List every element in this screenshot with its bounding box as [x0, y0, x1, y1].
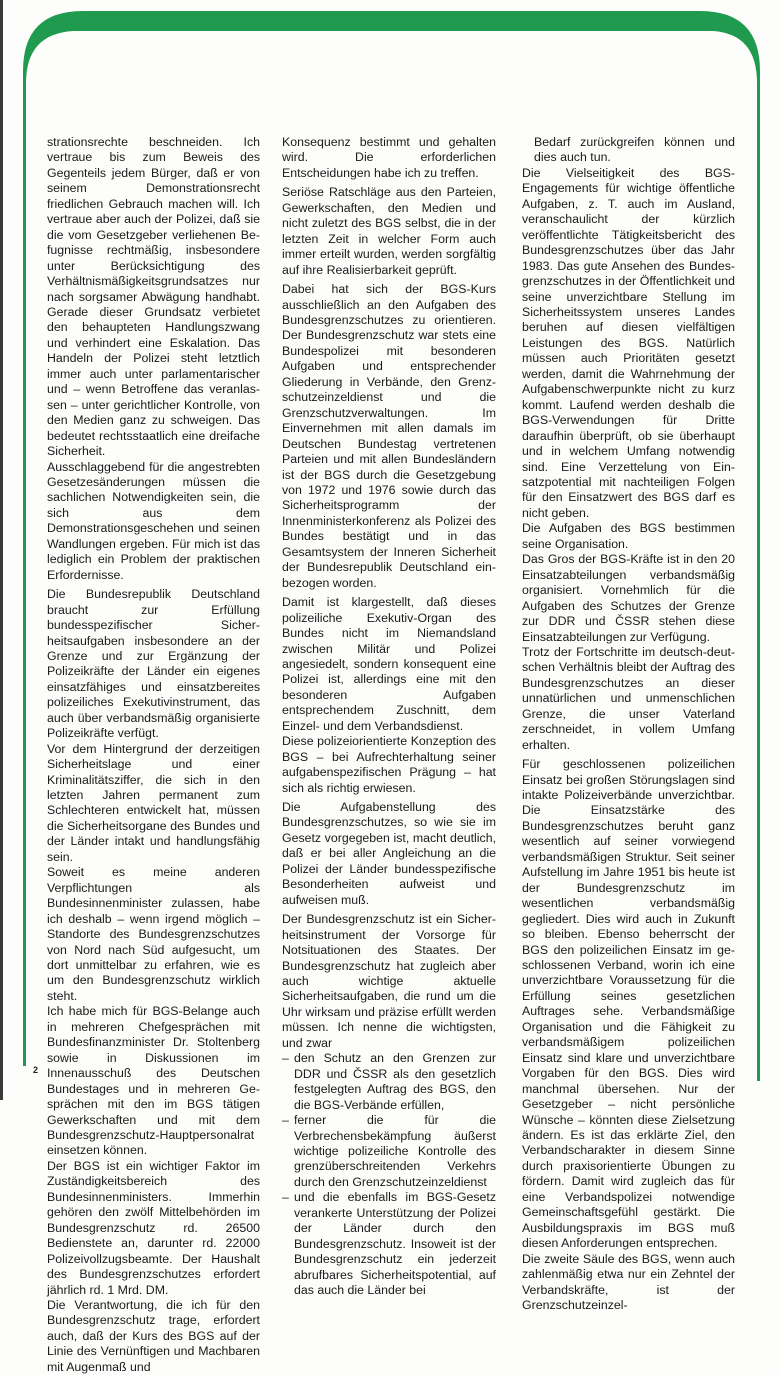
bullet-text: den Schutz an den Grenzen zur DDR und ČSSR als den gesetzlich festgelegten Auftrag des BGS, den die BGS-Verbände erfüllen,: [294, 1051, 496, 1112]
scan-edge: [0, 0, 3, 1100]
paragraph: Die Aufgabenstellung des Bundesgrenzschutzes, so wie sie im Gesetz vorgegeben ist, macht deutlich, daß er bei aller Angleichung an die Polizei der Länder bundesspezifische Besonderheiten aufweist und aufweisen muß.: [282, 800, 496, 907]
bullet-item: [282, 1051, 496, 1113]
bullet-dash: –: [282, 1190, 289, 1205]
bullet-dash: –: [282, 1113, 289, 1128]
paragraph: Der BGS ist ein wichtiger Faktor im Zuständigkeitsbereich des Bundesinnenministers. Immerhin gehören den zwölf Mittelbehörden im Bundesgrenzschutz rd. 26500 Bedienstete an, darunter rd. 22000 Polizeivollzugsbeamte. Der Haushalt des Bundesgrenzschutzes erfordert jährlich rd. 1 Mrd. DM.: [47, 1158, 260, 1297]
paragraph: Die zweite Säule des BGS, wenn auch zahlenmäßig etwa nur ein Zehntel der Verbandskräfte, ist der Grenzschutzeinzel-: [522, 1251, 735, 1312]
text-column-right: [522, 135, 735, 1313]
paragraph: Vor dem Hintergrund der derzeitigen Sicherheitslage und einer Kriminalitätsziffer, die sich in den letzten Jahren permanent zum Schlechteren entwickelt hat, müssen die Sicherheitsorgane des Bundes und der Länder intakt und handlungsfähig sein.: [47, 741, 260, 864]
paragraph: Ausschlaggebend für die angestrebten Gesetzesänderungen müssen die sachlichen Notwendigkeiten sein, die sich aus dem Demonstrationsgeschehen und seinen Wandlungen ergeben. Für mich ist das lediglich ein Problem der praktischen Erfordernisse.: [47, 459, 260, 582]
text-column-left: [47, 135, 260, 1375]
paragraph: strationsrechte beschneiden. Ich vertraue bis zum Beweis des Gegenteils jedem Bürger, daß er von seinem Demonstrationsrecht friedlichen Gebrauch machen will. Ich vertraue aber auch der Polizei, daß sie die vom Gesetzgeber verliehenen Befugnisse rechtmäßig, insbesondere unter Berücksichtigung des Verhältnismäßigkeitsgrundsatzes nur nach sorgsamer Abwägung handhabt. Gerade dieser Grundsatz verbietet den behaupteten Handlungszwang und verhindert eine Eskalation. Das Handeln der Polizei steht letztlich immer auch unter parlamentarischer und – wenn Betroffene das veranlassen – unter gerichtlicher Kontrolle, von den Medien ganz zu schweigen. Das bedeutet rechtsstaatlich eine dreifache Sicherheit.: [47, 135, 260, 459]
paragraph: Für geschlossenen polizeilichen Einsatz bei großen Störungslagen sind intakte Polizeiverbände unverzichtbar. Die Einsatzstärke des Bundesgrenzschutzes beruht ganz wesentlich auf seiner vorwiegend verbandsmäßigen Struktur. Seit seiner Aufstellung im Jahre 1951 bis heute ist der Bundesgrenzschutz im wesentlichen verbandsmäßig gegliedert. Dies wird auch in Zukunft so bleiben. Ebenso beherrscht der BGS den polizeilichen Einsatz im geschlossenen Verband, worin ich eine unverzichtbare Voraussetzung für die Erfüllung seines gesetzlichen Auftrages sehe. Verbandsmäßige Organisation und die Fähigkeit zu verbandsmäßigem polizeilichen Einsatz sind klare und unverzichtbare Vorgaben für den BGS. Dies wird manchmal übersehen. Nur der Gesetzgeber – nicht persönliche Wünsche – könnten diese Zielsetzung ändern. Es ist das erklärte Ziel, den Verbandscharakter in diesem Sinne durch praxisorientierte Übungen zu fördern. Damit wird zugleich das für eine Verbandspolizei notwendige Gemeinschaftsgefühl gestärkt. Die Ausbildungspraxis im BGS muß diesen Anforderungen entsprechen.: [522, 757, 735, 1251]
paragraph: Soweit es meine anderen Verpflichtungen als Bundesinnenminister zulassen, habe ich deshalb – wenn irgend möglich – Standorte des Bundesgrenzschutzes von Nord nach Süd aufgesucht, um dort unmittelbar zu erfahren, wie es um den Bundesgrenzschutz wirklich steht.: [47, 865, 260, 1003]
paragraph: Diese polizeiorientierte Konzeption des BGS – bei Aufrechterhaltung seiner aufgabenspezifischen Prägung – hat sich als richtig erwiesen.: [282, 734, 496, 795]
paragraph: Damit ist klargestellt, daß dieses polizeiliche Exekutiv-Organ des Bundes nicht im Niemandsland zwischen Militär und Polizei angesiedelt, sondern konsequent eine Polizei ist, allerdings eine mit den besonderen Aufgaben entsprechendem Zuschnitt, dem Einzel- und dem Verbandsdienst.: [282, 595, 496, 733]
paragraph: Der Bundesgrenzschutz ist ein Sicherheitsinstrument der Vorsorge für Notsituationen des Staates. Der Bundesgrenzschutz hat zugleich aber auch wichtige aktuelle Sicherheitsaufgaben, die rund um die Uhr wirksam und präzise erfüllt werden müssen. Ich nenne die wichtigsten, und zwar: [282, 912, 496, 1050]
page-number: 2: [33, 1065, 39, 1075]
paragraph: Seriöse Ratschläge aus den Parteien, Gewerkschaften, den Medien und nicht zuletzt des BGS selbst, die in der letzten Zeit in welcher Form auch immer erteilt wurden, werden sorgfältig auf ihre Realisierbarkeit geprüft.: [282, 185, 496, 277]
paragraph: Das Gros der BGS-Kräfte ist in den 20 Einsatzabteilungen verbandsmäßig organisiert. Vornehmlich für die Aufgaben des Schutzes der Grenze zur DDR und ČSSR stehen diese Einsatzabteilungen zur Verfügung.: [522, 552, 735, 644]
paragraph: Die Verantwortung, die ich für den Bundesgrenzschutz trage, erfordert auch, daß der Kurs des BGS auf der Linie des Vernünftigen und Machbaren mit Augenmaß und: [47, 1297, 260, 1374]
text-column-middle: [282, 135, 496, 1299]
bullet-item: [282, 1190, 496, 1298]
bullet-text: ferner die für die Verbrechensbekämpfung äußerst wichtige polizeiliche Kontrolle des grenzüberschreitenden Verkehrs durch den Grenzschutzeinzeldienst: [294, 1113, 496, 1189]
bullet-item: [282, 1113, 496, 1190]
paragraph: Ich habe mich für BGS-Belange auch in mehreren Chefgesprächen mit Bundesfinanzminister Dr. Stoltenberg sowie in Diskussionen im Innenausschuß des Deutschen Bundestages und in mehreren Gesprächen mit den im BGS tätigen Gewerkschaften und mit dem Bundesgrenzschutz-Hauptpersonalrat einsetzen können.: [47, 1004, 260, 1158]
paragraph: Die Aufgaben des BGS bestimmen seine Organisation.: [522, 521, 735, 551]
paragraph: Konsequenz bestimmt und gehalten wird. Die erforderlichen Entscheidungen habe ich zu treffen.: [282, 135, 496, 180]
paragraph: Trotz der Fortschritte im deutsch-deutschen Verhältnis bleibt der Auftrag des Bundesgrenzschutzes an dieser unnatürlichen und unmenschlichen Grenze, die unser Vaterland zerschneidet, in vollem Umfang erhalten.: [522, 644, 735, 752]
paragraph: Die Bundesrepublik Deutschland braucht zur Erfüllung bundesspezifischer Sicherheitsaufgaben insbesondere an der Grenze und zur Ergänzung der Polizeikräfte der Länder ein eigenes einsatzfähiges und einsatzbereites polizeiliches Exekutivinstrument, das auch über verbandsmäßig organisierte Polizeikräfte verfügt.: [47, 587, 260, 741]
bullet-text: und die ebenfalls im BGS-Gesetz verankerte Unterstützung der Polizei der Länder durch den Bundesgrenzschutz. Insoweit ist der Bundesgrenzschutz ein jederzeit abrufbares Sicherheitspotential, auf das auch die Länder bei: [294, 1190, 496, 1298]
bullet-dash: –: [282, 1051, 289, 1066]
paragraph: Dabei hat sich der BGS-Kurs ausschließlich an den Aufgaben des Bundesgrenzschutzes zu orientieren. Der Bundesgrenzschutz war stets eine Bundespolizei mit besonderen Aufgaben und entsprechender Gliederung in Verbände, den Grenzschutzeinzeldienst und die Grenzschutzverwaltungen. Im Einvernehmen mit allen damals im Deutschen Bundestag vertretenen Parteien und mit allen Bundesländern ist der BGS durch die Gesetzgebung von 1972 und 1976 sowie durch das Sicherheitsprogramm der Innenministerkonferenz als Polizei des Bundes bestätigt und in das Gesamtsystem der Inneren Sicherheit der Bundesrepublik Deutschland einbezogen worden.: [282, 282, 496, 590]
bullet-continuation: Bedarf zurückgreifen können und dies auch tun.: [534, 135, 735, 165]
paragraph: Die Vielseitigkeit des BGS-Engagements für wichtige öffentliche Aufgaben, z. T. auch im Ausland, veranschaulicht der kürzlich veröffentlichte Tätigkeitsbericht des Bundesgrenzschutzes über das Jahr 1983. Das gute Ansehen des Bundesgrenzschutzes in der Öffentlichkeit und seine unverzichtbare Stellung im Sicherheitssystem unseres Landes beruhen auf diesen vielfältigen Leistungen des BGS. Natürlich müssen auch Prioritäten gesetzt werden, damit die Wahrnehmung der Aufgabenschwerpunkte nicht zu kurz kommt. Laufend werden deshalb die BGS-Verwendungen für Dritte daraufhin überprüft, ob sie überhaupt und in welchem Umfang notwendig sind. Eine Verzettelung von Einsatzpotential mit nachteiligen Folgen für den Einsatzwert des BGS darf es nicht geben.: [522, 165, 735, 520]
